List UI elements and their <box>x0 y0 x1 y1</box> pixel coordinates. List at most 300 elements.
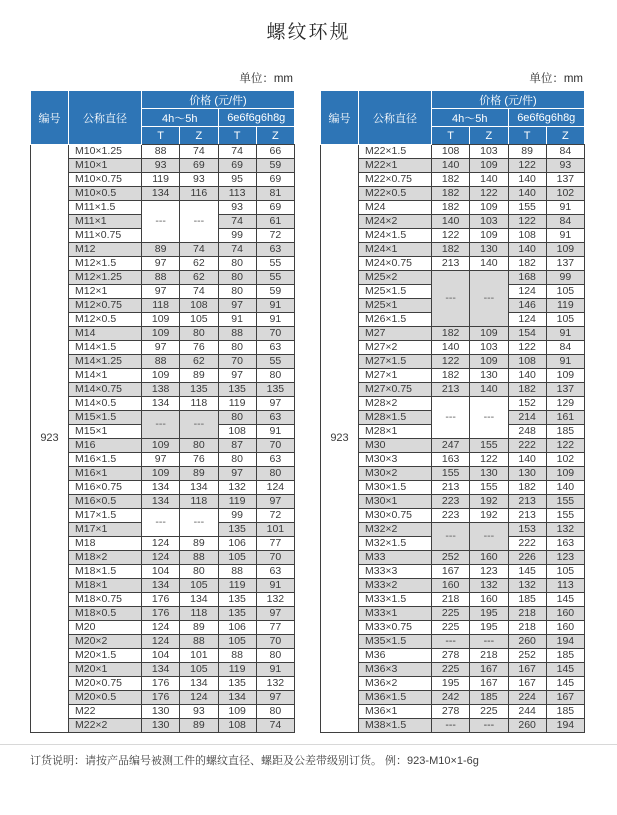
price-cell: 116 <box>180 187 218 201</box>
price-cell: 80 <box>256 705 294 719</box>
table-header <box>31 91 295 145</box>
diameter-cell: M38×1.5 <box>359 719 432 733</box>
diameter-cell: M14×1.25 <box>69 355 142 369</box>
price-cell: 223 <box>432 509 470 523</box>
price-cell: 80 <box>256 369 294 383</box>
table-row <box>31 607 295 621</box>
table-row <box>321 579 585 593</box>
price-cell: 108 <box>218 425 256 439</box>
price-cell: 278 <box>432 705 470 719</box>
diameter-cell: M22×1 <box>359 159 432 173</box>
price-cell: 155 <box>508 201 546 215</box>
diameter-cell: M12×0.5 <box>69 313 142 327</box>
price-cell: 224 <box>508 691 546 705</box>
price-cell: 132 <box>508 579 546 593</box>
diameter-cell: M24 <box>359 201 432 215</box>
table-row <box>31 397 295 411</box>
price-cell: --- <box>470 719 508 733</box>
diameter-cell: M22×0.75 <box>359 173 432 187</box>
table-row <box>31 355 295 369</box>
price-cell: 225 <box>432 663 470 677</box>
price-cell: 89 <box>180 467 218 481</box>
diameter-cell: M10×0.5 <box>69 187 142 201</box>
table-row <box>321 173 585 187</box>
price-cell: 182 <box>508 481 546 495</box>
price-cell: 167 <box>432 565 470 579</box>
table-row <box>31 691 295 705</box>
diameter-cell: M16×0.75 <box>69 481 142 495</box>
diameter-cell: M18×2 <box>69 551 142 565</box>
table-row <box>31 313 295 327</box>
price-cell: 134 <box>180 481 218 495</box>
price-cell: 163 <box>432 453 470 467</box>
price-cell: 55 <box>256 355 294 369</box>
diameter-cell: M27×1.5 <box>359 355 432 369</box>
price-cell: 130 <box>142 705 180 719</box>
header-grade-b: 6e6f6g6h8g <box>508 109 585 127</box>
price-cell: 119 <box>218 663 256 677</box>
table-row <box>321 187 585 201</box>
price-cell: 137 <box>546 173 584 187</box>
header-t: T <box>142 127 180 145</box>
price-cell: 122 <box>508 159 546 173</box>
table-row <box>31 621 295 635</box>
price-cell: 97 <box>218 299 256 313</box>
price-cell: 109 <box>470 201 508 215</box>
price-cell: 104 <box>142 565 180 579</box>
price-cell: 89 <box>180 369 218 383</box>
diameter-cell: M10×0.75 <box>69 173 142 187</box>
table-row <box>31 719 295 733</box>
price-cell: 105 <box>218 551 256 565</box>
header-grade-a: 4h～5h <box>432 109 509 127</box>
price-cell: 108 <box>180 299 218 313</box>
price-cell: 182 <box>432 201 470 215</box>
price-cell: 109 <box>142 467 180 481</box>
price-cell: 88 <box>218 327 256 341</box>
price-cell: 80 <box>256 649 294 663</box>
price-cell: 119 <box>546 299 584 313</box>
price-cell: 137 <box>546 383 584 397</box>
price-cell: 109 <box>142 313 180 327</box>
diameter-cell: M30×2 <box>359 467 432 481</box>
price-cell: 109 <box>546 369 584 383</box>
price-cell: 192 <box>470 509 508 523</box>
price-cell: 80 <box>218 411 256 425</box>
price-cell: 88 <box>180 635 218 649</box>
merged-dash-cell: --- <box>432 397 470 439</box>
price-cell: 195 <box>432 677 470 691</box>
price-cell: 93 <box>180 173 218 187</box>
price-cell: 155 <box>470 481 508 495</box>
price-cell: 132 <box>256 593 294 607</box>
price-cell: 167 <box>508 663 546 677</box>
diameter-cell: M25×1.5 <box>359 285 432 299</box>
diameter-cell: M20×1.5 <box>69 649 142 663</box>
price-cell: 77 <box>256 621 294 635</box>
price-cell: 155 <box>432 467 470 481</box>
price-cell: 105 <box>546 285 584 299</box>
price-cell: 93 <box>180 705 218 719</box>
price-cell: 69 <box>218 159 256 173</box>
price-cell: 225 <box>470 705 508 719</box>
price-cell: 244 <box>508 705 546 719</box>
price-cell: 72 <box>256 509 294 523</box>
price-cell: 122 <box>546 439 584 453</box>
price-cell: 104 <box>142 649 180 663</box>
price-cell: 55 <box>256 271 294 285</box>
price-cell: 132 <box>546 523 584 537</box>
diameter-cell: M36×2 <box>359 677 432 691</box>
table-row <box>31 481 295 495</box>
table-row <box>31 439 295 453</box>
header-diameter: 公称直径 <box>69 91 142 145</box>
price-cell: 161 <box>546 411 584 425</box>
table-row <box>31 341 295 355</box>
diameter-cell: M33×1.5 <box>359 593 432 607</box>
table-row <box>31 271 295 285</box>
price-cell: 89 <box>180 621 218 635</box>
table-row <box>321 565 585 579</box>
diameter-cell: M33 <box>359 551 432 565</box>
price-cell: 80 <box>218 271 256 285</box>
price-cell: 105 <box>180 579 218 593</box>
price-cell: 145 <box>546 593 584 607</box>
price-cell: 70 <box>256 551 294 565</box>
price-cell: 84 <box>546 215 584 229</box>
table-row <box>321 719 585 733</box>
table-row <box>31 579 295 593</box>
diameter-cell: M11×1.5 <box>69 201 142 215</box>
price-cell: 160 <box>432 579 470 593</box>
tables-container <box>0 54 617 733</box>
page-title: 螺纹环规 <box>266 22 351 43</box>
price-cell: 80 <box>218 285 256 299</box>
price-cell: 222 <box>508 537 546 551</box>
price-cell: 213 <box>432 257 470 271</box>
header-price: 价格 (元/件) <box>142 91 295 109</box>
table-row <box>321 691 585 705</box>
price-cell: 91 <box>546 327 584 341</box>
price-cell: 105 <box>218 635 256 649</box>
diameter-cell: M15×1.5 <box>69 411 142 425</box>
price-cell: 167 <box>546 691 584 705</box>
price-cell: 119 <box>218 397 256 411</box>
price-cell: 106 <box>218 621 256 635</box>
price-cell: 119 <box>142 173 180 187</box>
price-cell: 185 <box>546 649 584 663</box>
table-row <box>321 145 585 159</box>
table-row <box>31 159 295 173</box>
price-cell: 97 <box>142 453 180 467</box>
price-cell: 103 <box>470 341 508 355</box>
price-cell: 124 <box>256 481 294 495</box>
diameter-cell: M18×0.5 <box>69 607 142 621</box>
price-cell: 84 <box>546 341 584 355</box>
header-diameter: 公称直径 <box>359 91 432 145</box>
price-cell: 176 <box>142 593 180 607</box>
table-header <box>321 91 585 145</box>
diameter-cell: M20×0.75 <box>69 677 142 691</box>
header-grade-b: 6e6f6g6h8g <box>218 109 295 127</box>
price-cell: 109 <box>546 243 584 257</box>
diameter-cell: M28×2 <box>359 397 432 411</box>
price-cell: 226 <box>508 551 546 565</box>
price-cell: 63 <box>256 565 294 579</box>
price-cell: 195 <box>470 621 508 635</box>
price-cell: 72 <box>256 229 294 243</box>
header-z: Z <box>180 127 218 145</box>
price-cell: 138 <box>142 383 180 397</box>
price-cell: 124 <box>142 537 180 551</box>
price-cell: 130 <box>470 243 508 257</box>
diameter-cell: M22×1.5 <box>359 145 432 159</box>
price-cell: 260 <box>508 719 546 733</box>
table-row <box>321 257 585 271</box>
price-cell: 123 <box>546 551 584 565</box>
price-cell: 124 <box>508 285 546 299</box>
diameter-cell: M14×1.5 <box>69 341 142 355</box>
price-cell: 135 <box>218 383 256 397</box>
price-cell: 160 <box>546 621 584 635</box>
price-cell: 225 <box>432 621 470 635</box>
price-cell: 63 <box>256 341 294 355</box>
price-cell: 140 <box>508 453 546 467</box>
price-cell: 122 <box>470 453 508 467</box>
diameter-cell: M30×0.75 <box>359 509 432 523</box>
diameter-cell: M32×1.5 <box>359 537 432 551</box>
price-cell: 74 <box>256 719 294 733</box>
table-row <box>321 271 585 285</box>
merged-dash-cell: --- <box>180 201 218 243</box>
price-cell: 182 <box>432 327 470 341</box>
table-body <box>31 145 295 733</box>
table-row <box>321 495 585 509</box>
price-cell: 160 <box>470 593 508 607</box>
price-cell: 145 <box>546 663 584 677</box>
price-cell: 97 <box>218 369 256 383</box>
price-cell: 84 <box>546 145 584 159</box>
price-cell: 124 <box>142 621 180 635</box>
diameter-cell: M10×1 <box>69 159 142 173</box>
price-cell: 108 <box>432 145 470 159</box>
merged-dash-cell: --- <box>180 509 218 537</box>
table-row <box>321 509 585 523</box>
table-row <box>31 201 295 215</box>
price-cell: 124 <box>142 551 180 565</box>
price-cell: 140 <box>508 243 546 257</box>
unit-label-right: 单位：mm <box>529 73 583 85</box>
price-cell: 182 <box>432 369 470 383</box>
price-cell: 122 <box>432 355 470 369</box>
price-cell: 93 <box>546 159 584 173</box>
price-cell: 140 <box>432 341 470 355</box>
price-cell: 80 <box>180 439 218 453</box>
table-row <box>321 229 585 243</box>
price-cell: 97 <box>256 607 294 621</box>
table-row <box>31 705 295 719</box>
price-cell: 97 <box>218 467 256 481</box>
price-cell: 134 <box>180 593 218 607</box>
diameter-cell: M28×1 <box>359 425 432 439</box>
table-row <box>31 411 295 425</box>
price-cell: 194 <box>546 635 584 649</box>
diameter-cell: M27×0.75 <box>359 383 432 397</box>
price-cell: 278 <box>432 649 470 663</box>
diameter-cell: M14 <box>69 327 142 341</box>
price-cell: 105 <box>546 313 584 327</box>
price-cell: 74 <box>218 215 256 229</box>
diameter-cell: M33×3 <box>359 565 432 579</box>
price-cell: 130 <box>470 467 508 481</box>
price-cell: 103 <box>470 145 508 159</box>
price-cell: 108 <box>508 229 546 243</box>
price-cell: 74 <box>180 285 218 299</box>
price-cell: 80 <box>218 257 256 271</box>
price-cell: 74 <box>218 243 256 257</box>
merged-dash-cell: --- <box>180 411 218 439</box>
price-cell: 214 <box>508 411 546 425</box>
diameter-cell: M12×1.5 <box>69 257 142 271</box>
table-row <box>321 677 585 691</box>
price-cell: 109 <box>470 159 508 173</box>
price-cell: 154 <box>508 327 546 341</box>
diameter-cell: M27 <box>359 327 432 341</box>
price-cell: 109 <box>142 369 180 383</box>
table-row <box>321 159 585 173</box>
header-z: Z <box>546 127 584 145</box>
header-number: 编号 <box>31 91 69 145</box>
diameter-cell: M20×2 <box>69 635 142 649</box>
price-cell: 88 <box>180 551 218 565</box>
header-t: T <box>432 127 470 145</box>
price-cell: 213 <box>508 495 546 509</box>
table-row <box>321 467 585 481</box>
diameter-cell: M36×1.5 <box>359 691 432 705</box>
price-cell: 119 <box>218 495 256 509</box>
price-cell: 74 <box>180 145 218 159</box>
merged-dash-cell: --- <box>142 411 180 439</box>
price-cell: 63 <box>256 411 294 425</box>
table-row <box>321 397 585 411</box>
price-cell: 124 <box>508 313 546 327</box>
price-cell: 106 <box>218 537 256 551</box>
header-grade-a: 4h～5h <box>142 109 219 127</box>
table-row <box>321 593 585 607</box>
diameter-cell: M22×2 <box>69 719 142 733</box>
diameter-cell: M32×2 <box>359 523 432 537</box>
merged-dash-cell: --- <box>470 523 508 551</box>
price-cell: 81 <box>256 187 294 201</box>
diameter-cell: M30×3 <box>359 453 432 467</box>
diameter-cell: M20×1 <box>69 663 142 677</box>
price-cell: 108 <box>218 719 256 733</box>
price-cell: 140 <box>546 481 584 495</box>
price-cell: 134 <box>142 579 180 593</box>
price-cell: 260 <box>508 635 546 649</box>
price-cell: 129 <box>546 397 584 411</box>
price-cell: 132 <box>470 579 508 593</box>
price-cell: 213 <box>432 481 470 495</box>
merged-dash-cell: --- <box>142 201 180 243</box>
table-row <box>321 551 585 565</box>
diameter-cell: M20×0.5 <box>69 691 142 705</box>
header-price: 价格 (元/件) <box>432 91 585 109</box>
table-row <box>31 257 295 271</box>
table-row <box>321 243 585 257</box>
price-cell: 113 <box>218 187 256 201</box>
price-cell: 140 <box>508 369 546 383</box>
table-row <box>31 565 295 579</box>
price-cell: --- <box>432 719 470 733</box>
price-cell: 134 <box>142 481 180 495</box>
table-row <box>31 285 295 299</box>
price-cell: 145 <box>508 565 546 579</box>
price-cell: 59 <box>256 285 294 299</box>
header-t: T <box>218 127 256 145</box>
table-row <box>321 355 585 369</box>
merged-dash-cell: --- <box>432 271 470 327</box>
price-cell: 91 <box>546 355 584 369</box>
price-cell: 252 <box>508 649 546 663</box>
table-row <box>321 481 585 495</box>
diameter-cell: M35×1.5 <box>359 635 432 649</box>
price-cell: 70 <box>256 635 294 649</box>
price-cell: 105 <box>546 565 584 579</box>
product-code-cell: 923 <box>31 145 69 733</box>
price-cell: 91 <box>256 425 294 439</box>
merged-dash-cell: --- <box>470 397 508 439</box>
price-cell: 91 <box>546 201 584 215</box>
table-row <box>321 369 585 383</box>
price-cell: 59 <box>256 159 294 173</box>
price-cell: 89 <box>180 537 218 551</box>
price-cell: 69 <box>180 159 218 173</box>
price-cell: 176 <box>142 677 180 691</box>
price-cell: 118 <box>180 607 218 621</box>
diameter-cell: M33×0.75 <box>359 621 432 635</box>
diameter-cell: M10×1.25 <box>69 145 142 159</box>
price-cell: 103 <box>470 215 508 229</box>
price-cell: --- <box>470 635 508 649</box>
price-cell: 89 <box>142 243 180 257</box>
price-cell: 134 <box>218 691 256 705</box>
table-row <box>31 677 295 691</box>
table-row <box>31 383 295 397</box>
table-row <box>31 369 295 383</box>
price-cell: 134 <box>142 187 180 201</box>
price-cell: 167 <box>508 677 546 691</box>
price-cell: 109 <box>142 439 180 453</box>
table-row <box>321 327 585 341</box>
price-cell: 105 <box>180 663 218 677</box>
table-row <box>31 495 295 509</box>
price-cell: 130 <box>470 369 508 383</box>
price-cell: 80 <box>180 327 218 341</box>
price-cell: 102 <box>546 453 584 467</box>
price-cell: 109 <box>142 327 180 341</box>
price-cell: 242 <box>432 691 470 705</box>
price-cell: 130 <box>142 719 180 733</box>
price-cell: 88 <box>142 271 180 285</box>
diameter-cell: M17×1.5 <box>69 509 142 523</box>
table-row <box>321 215 585 229</box>
price-cell: 135 <box>180 383 218 397</box>
price-cell: 97 <box>142 257 180 271</box>
table-row <box>31 635 295 649</box>
price-cell: 134 <box>180 677 218 691</box>
table-row <box>31 187 295 201</box>
